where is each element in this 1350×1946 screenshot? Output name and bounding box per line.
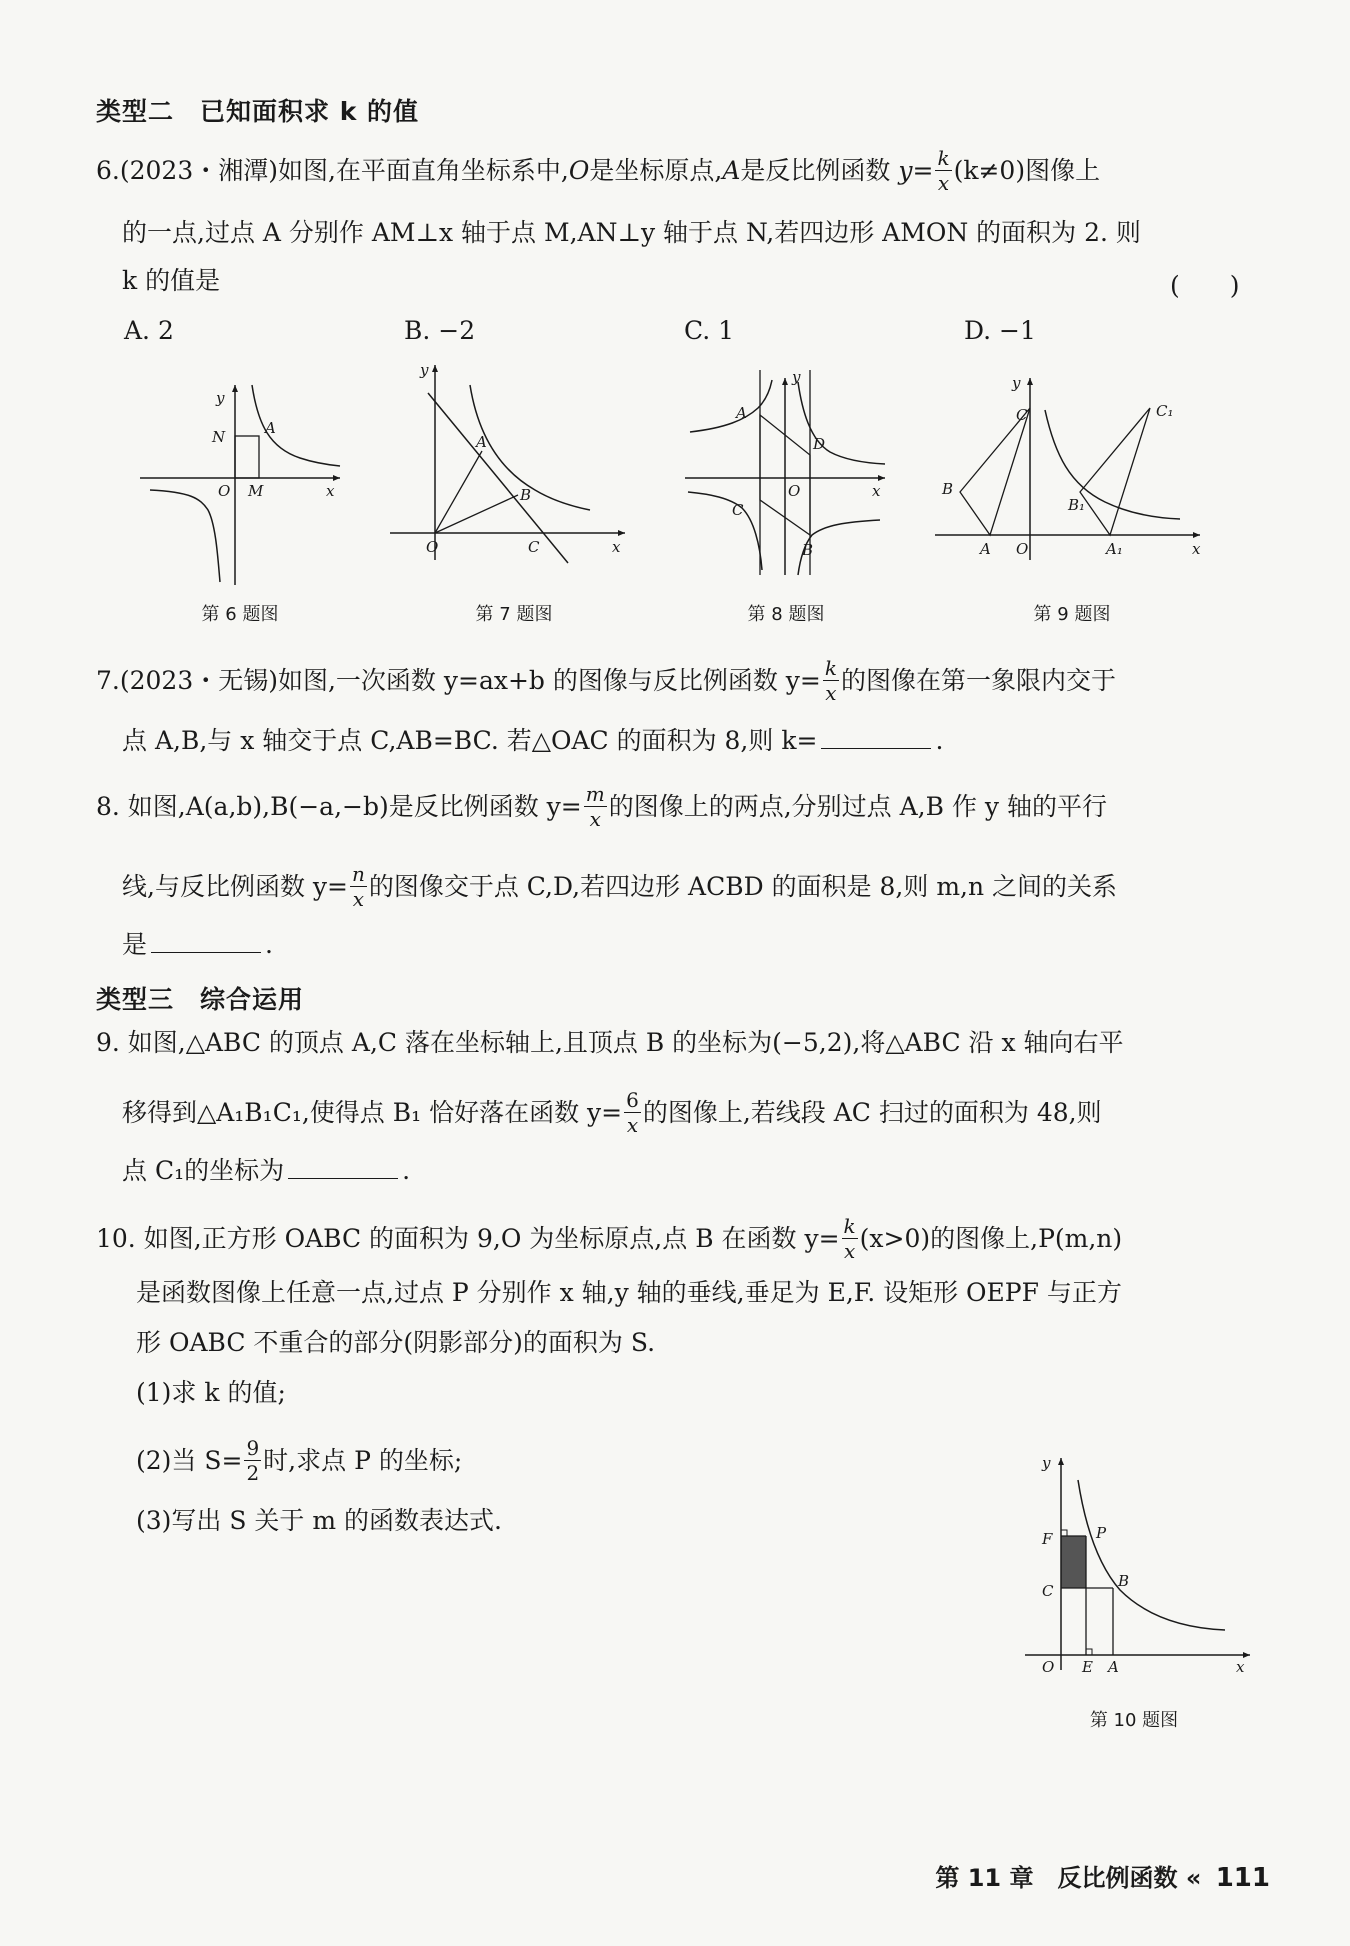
svg-text:B: B	[520, 486, 532, 504]
svg-text:y: y	[420, 361, 429, 379]
svg-text:B₁: B₁	[1068, 496, 1086, 514]
q10-line1: 10. 如图,正方形 OABC 的面积为 9,O 为坐标原点,点 B 在函数 y= $\frac{k}{x}$ (x>0)的图像上,P(m,n)	[96, 1214, 1123, 1263]
svg-text:P: P	[1096, 1524, 1107, 1542]
svg-text:E: E	[1082, 1658, 1093, 1676]
figure-8	[680, 370, 895, 580]
option-a: A. 2	[124, 316, 174, 345]
svg-text:B: B	[802, 541, 814, 559]
svg-text:B: B	[942, 480, 954, 498]
chapter-title: 第 11 章 反比例函数	[935, 1864, 1178, 1892]
svg-text:O: O	[426, 538, 439, 556]
option-b: B. −2	[404, 316, 476, 345]
fraction-6-over-x: $\frac{6}{x}$	[626, 1088, 639, 1137]
q8-line2: 线,与反比例函数 y= $\frac{n}{x}$ 的图像交于点 C,D,若四边形 ACBD 的面积是 8,则 m,n 之间的关系	[122, 862, 1118, 911]
svg-text:y: y	[216, 389, 225, 407]
figure-9	[930, 370, 1210, 570]
svg-text:A₁: A₁	[1106, 540, 1123, 558]
svg-text:x: x	[326, 482, 335, 500]
svg-text:D: D	[813, 435, 826, 453]
fraction-k-over-x: $\frac{k}{x}$	[937, 146, 950, 195]
answer-blank[interactable]	[151, 951, 261, 953]
svg-text:y: y	[1042, 1454, 1051, 1472]
q8-line1: 8. 如图,A(a,b),B(−a,−b)是反比例函数 y= $\frac{m}{x}$ 的图像上的两点,分别过点 A,B 作 y 轴的平行	[96, 782, 1107, 831]
svg-text:A: A	[1108, 1658, 1119, 1676]
fraction-k-over-x: $\frac{k}{x}$	[824, 656, 837, 705]
figure-6-caption: 第 6 题图	[201, 604, 279, 625]
fraction-k-over-x: $\frac{k}{x}$	[843, 1214, 856, 1263]
svg-text:x: x	[872, 482, 881, 500]
svg-text:F: F	[1042, 1530, 1053, 1548]
q6-line2: 的一点,过点 A 分别作 AM⊥x 轴于点 M,AN⊥y 轴于点 N,若四边形 AMON 的面积为 2. 则	[122, 218, 1141, 247]
q9-line1: 9. 如图,△ABC 的顶点 A,C 落在坐标轴上,且顶点 B 的坐标为(−5,2),将△ABC 沿 x 轴向右平	[96, 1028, 1124, 1057]
svg-text:O: O	[1042, 1658, 1055, 1676]
q10-line2: 是函数图像上任意一点,过点 P 分别作 x 轴,y 轴的垂线,垂足为 E,F. 设矩形 OEPF 与正方	[136, 1278, 1122, 1307]
svg-text:B: B	[1118, 1572, 1130, 1590]
q10-line3: 形 OABC 不重合的部分(阴影部分)的面积为 S.	[136, 1328, 656, 1357]
q7-line2: 点 A,B,与 x 轴交于点 C,AB=BC. 若△OAC 的面积为 8,则 k= .	[122, 726, 944, 755]
svg-text:C: C	[528, 538, 540, 556]
svg-text:A: A	[265, 419, 276, 437]
section-title-type3: 类型三 综合运用	[96, 985, 305, 1014]
chevron-left-icon: «	[1185, 1864, 1202, 1892]
svg-text:y: y	[1012, 374, 1021, 392]
svg-text:A: A	[980, 540, 991, 558]
svg-text:N: N	[212, 428, 226, 446]
svg-text:M: M	[248, 482, 264, 500]
answer-parentheses: ( )	[1170, 271, 1240, 300]
q10-sub3: (3)写出 S 关于 m 的函数表达式.	[136, 1506, 502, 1535]
answer-blank[interactable]	[821, 747, 931, 749]
q8-line3: 是 .	[122, 930, 273, 959]
svg-text:C₁: C₁	[1156, 402, 1174, 420]
answer-blank[interactable]	[288, 1177, 398, 1179]
svg-text:O: O	[218, 482, 231, 500]
svg-text:y: y	[792, 370, 801, 386]
figure-10-caption: 第 10 题图	[1089, 1710, 1179, 1731]
figure-7-caption: 第 7 题图	[475, 604, 553, 625]
fraction-n-over-x: $\frac{n}{x}$	[351, 862, 365, 911]
q6-line1: 6.(2023・湘潭)如图,在平面直角坐标系中,O是坐标原点,A是反比例函数 y= $\frac{k}{x}$ (k≠0)图像上	[96, 146, 1101, 195]
figure-6	[140, 370, 350, 590]
option-d: D. −1	[964, 316, 1036, 345]
svg-text:x: x	[1236, 1658, 1245, 1676]
svg-text:O: O	[788, 482, 801, 500]
q9-line2: 移得到△A₁B₁C₁,使得点 B₁ 恰好落在函数 y= $\frac{6}{x}$ 的图像上,若线段 AC 扫过的面积为 48,则	[122, 1088, 1102, 1137]
q9-line3: 点 C₁的坐标为 .	[122, 1156, 411, 1185]
section-title-type2: 类型二 已知面积求 k 的值	[96, 97, 420, 126]
svg-text:C: C	[1042, 1582, 1054, 1600]
svg-text:A: A	[476, 433, 487, 451]
q10-sub2: (2)当 S= $\frac{9}{2}$ 时,求点 P 的坐标;	[136, 1436, 463, 1485]
fraction-9-over-2: $\frac{9}{2}$	[246, 1436, 260, 1485]
figure-8-caption: 第 8 题图	[747, 604, 825, 625]
svg-text:A: A	[736, 404, 747, 422]
svg-text:C: C	[732, 501, 744, 519]
option-c: C. 1	[684, 316, 735, 345]
page-number: 111	[1215, 1863, 1270, 1893]
q7-line1: 7.(2023・无锡)如图,一次函数 y=ax+b 的图像与反比例函数 y= $\frac{k}{x}$ 的图像在第一象限内交于	[96, 656, 1117, 705]
q6-line3: k 的值是	[122, 266, 221, 295]
svg-text:O: O	[1016, 540, 1029, 558]
figure-7	[390, 355, 630, 575]
figure-10	[1020, 1450, 1260, 1680]
figure-9-caption: 第 9 题图	[1033, 604, 1111, 625]
fraction-m-over-x: $\frac{m}{x}$	[585, 782, 605, 831]
q10-sub1: (1)求 k 的值;	[136, 1378, 286, 1407]
svg-text:x: x	[612, 538, 621, 556]
page-footer	[935, 1858, 1270, 1893]
svg-text:C: C	[1016, 406, 1028, 424]
svg-text:x: x	[1192, 540, 1201, 558]
